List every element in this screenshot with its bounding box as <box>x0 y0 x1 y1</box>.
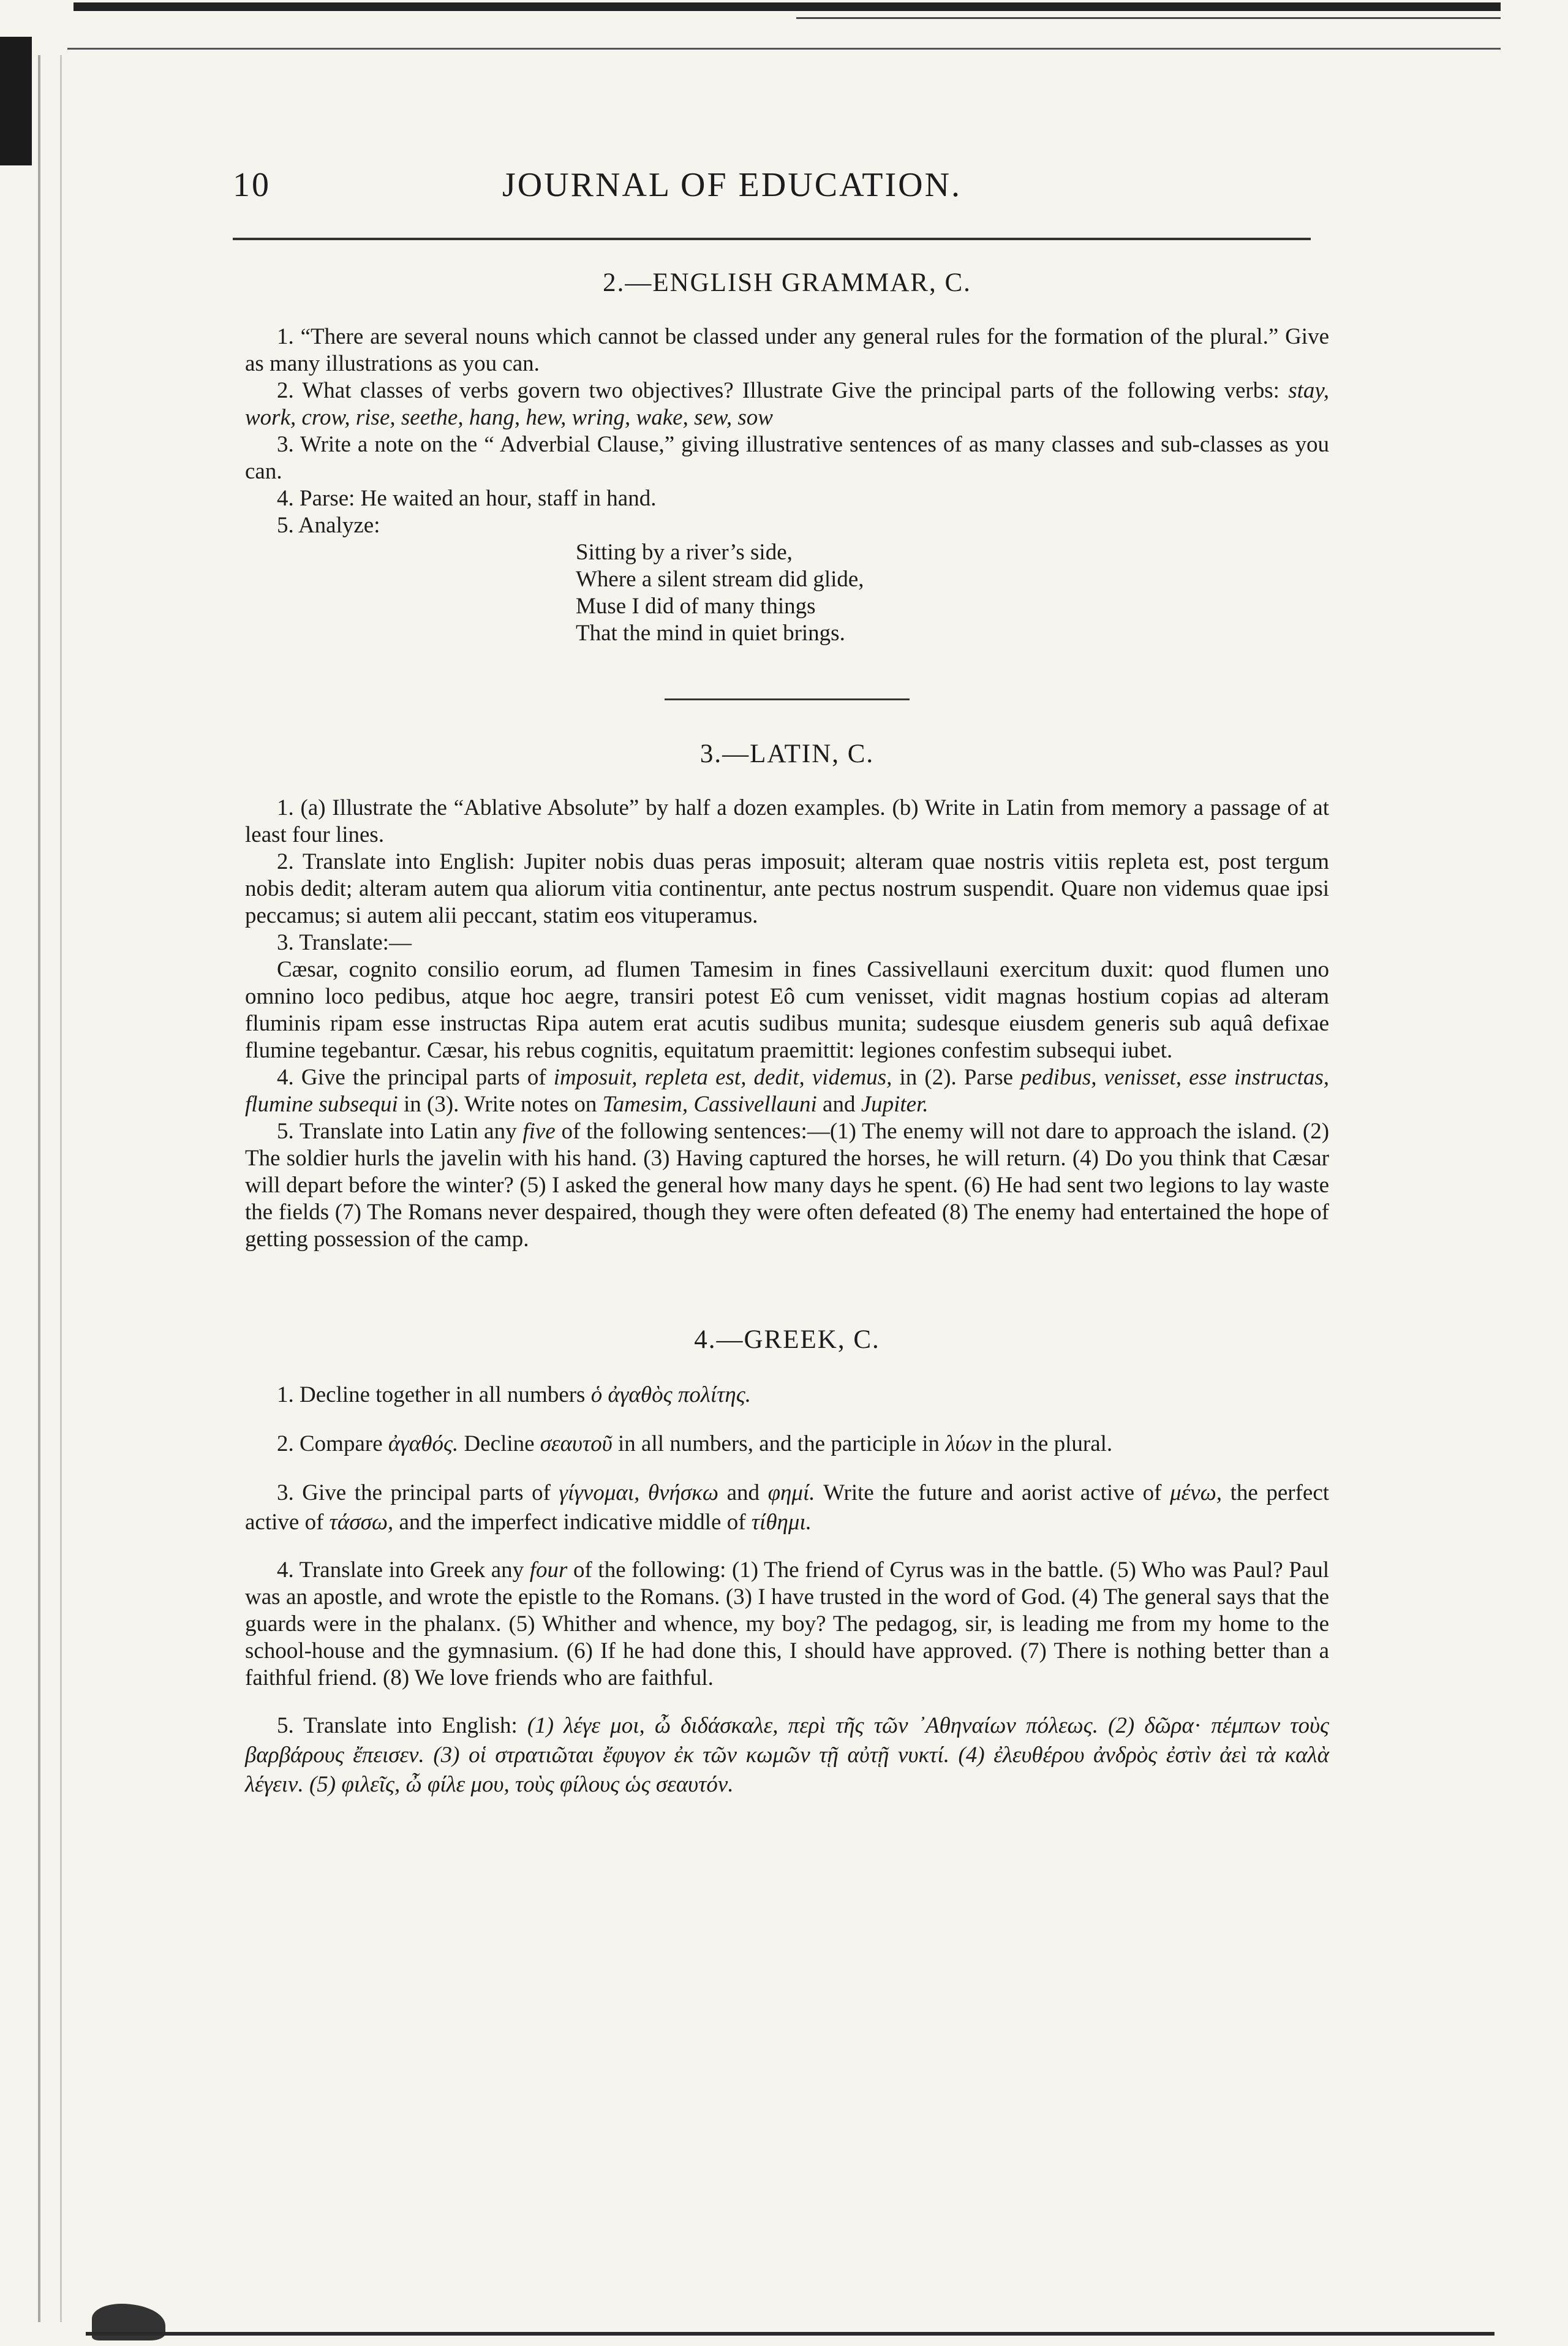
latin-passage: Cæsar, cognito consilio eorum, ad flumen Tamesim in fines Cassivellauni exercitum duxit: quod flumen uno omnino loco pedibus, atque hoc aegre, transiri potest Eô cum venisset, vidit magnas hostium copias ad alteram fluminis ripam esse instructas Ripa autem erat acutis sudibus munita; sudesque eiusdem generis sub aquâ defixae flumine tegebantur. Cæsar, his rebus cognitis, equitatum praemittit: legiones confestim subsequi iubet. <box>245 957 1329 1063</box>
italic-terms: pedibus, venisset, esse instructas, flumine subsequi <box>245 1065 1330 1117</box>
scan-artifact-top <box>74 2 1501 11</box>
greek-text: (1) λέγε μοι, ὦ διδάσκαλε, περὶ τῆς τῶν ᾿Αθηναίων πόλεως. (2) δῶρα· πέμπων τοὺς βαρβάρους ἔπεισεν. (3) οἱ στρατιῶται ἔφυγον ἐκ τῶν κωμῶν τῇ αὐτῇ νυκτί. (4) ἐλευθέρου ἀνδρὸς ἐστὶν ἀεὶ τὰ καλὰ λέγειν. (5) φιλεῖς, ὦ φίλε μου, τοὺς φίλους ὡς σεαυτόν. <box>245 1713 1330 1797</box>
section-latin <box>245 741 1329 1253</box>
question-2: 2. Translate into English: Jupiter nobis duas peras imposuit; alteram quae nostris vitiis repleta est, post tergum nobis dedit; alteram autem qua aliorum vitia continentur, ante pectus nostrum suspendit. Quare non videmus quae ipsi peccamus; si autem alii peccant, statim eos vituperamus. <box>245 849 1329 928</box>
question-5: 5. Analyze: <box>277 513 380 538</box>
scan-artifact-bottom <box>86 2332 1494 2336</box>
header-rule <box>233 238 1311 240</box>
question-5 <box>245 1118 1329 1253</box>
question-1: 1. (a) Illustrate the “Ablative Absolute” by half a dozen examples. (b) Write in Latin from memory a passage of at least four lines. <box>245 795 1329 847</box>
question-text: of the following: (1) The friend of Cyrus was in the battle. (5) Who was Paul? Paul was an apostle, and wrote the epistle to the Romans. (3) I have trusted in the word of God. (4) The general says that the guards were in the phalanx. (5) Whither and whence, my boy? The pedagog, sir, is leading me from my home to the school-house and the gymnasium. (6) If he had done this, I should have approved. (7) There is nothing better than a faithful friend. (8) We love friends who are faithful. <box>245 1557 1330 1690</box>
question-text: of the following sentences:—(1) The enemy will not dare to approach the island. (2) The soldier hurls the javelin with his hand. (3) Having captured the horses, he will return. (4) Do you think that Cæsar will depart before the winter? (5) I asked the general how many days he spent. (6) He had sent two legions to lay waste the fields (7) The Romans never despaired, though they were often defeated (8) The enemy had entertained the hope of getting possession of the camp. <box>245 1119 1330 1252</box>
page-content <box>245 270 1329 1819</box>
question-1 <box>245 1380 1329 1410</box>
question-4 <box>245 1064 1329 1118</box>
greek-text: τάσσω, <box>329 1510 394 1535</box>
page-number: 10 <box>233 166 271 204</box>
poem-line: Sitting by a river’s side, <box>576 540 793 565</box>
scan-artifact-line <box>796 17 1501 19</box>
section-title: 2.—ENGLISH GRAMMAR, C. <box>603 268 971 297</box>
greek-text: γίγνομαι, θνήσκω <box>559 1480 719 1505</box>
greek-text: λύων <box>945 1431 992 1456</box>
question-text: in the plural. <box>997 1431 1113 1456</box>
scan-artifact-line <box>67 48 1501 50</box>
italic-terms: imposuit, repleta est, dedit, videmus, <box>553 1065 892 1090</box>
question-3: 3. Write a note on the “ Adverbial Clause,” giving illustrative sentences of as many classes and sub-classes as you can. <box>245 432 1329 484</box>
question-text: 5. Translate into English: <box>277 1713 518 1738</box>
question-text: and <box>726 1480 760 1505</box>
italic-terms: Jupiter. <box>861 1092 929 1117</box>
question-1: 1. “There are several nouns which cannot be classed under any general rules for the formation of the plural.” Give as many illustrations as you can. <box>245 324 1329 376</box>
question-text: 2. Compare <box>277 1431 383 1456</box>
italic-terms: four <box>529 1557 568 1583</box>
journal-title: JOURNAL OF EDUCATION. <box>502 166 962 204</box>
question-text: 1. Decline together in all numbers <box>277 1382 586 1407</box>
question-2 <box>245 1429 1329 1459</box>
question-text: 5. Translate into Latin any <box>277 1119 517 1144</box>
greek-text: ὁ ἀγαθὸς πολίτης. <box>590 1382 752 1407</box>
verb-list: stay, work, crow, rise, seethe, hang, hew, wring, wake, sew, sow <box>245 378 1329 430</box>
greek-text: σεαυτοῦ <box>540 1431 612 1456</box>
poem-line: Muse I did of many things <box>576 594 816 619</box>
section-title: 3.—LATIN, C. <box>699 740 875 768</box>
running-header <box>233 165 1323 208</box>
question-text: and <box>823 1092 856 1117</box>
greek-text: φημί. <box>767 1480 815 1505</box>
question-text: and the imperfect indicative middle of <box>399 1510 746 1535</box>
question-text: 3. Give the principal parts of <box>277 1480 551 1505</box>
question-text: the perfect active of <box>245 1480 1330 1535</box>
section-english-grammar <box>245 270 1329 647</box>
question-text: Decline <box>464 1431 535 1456</box>
question-4: 4. Parse: He waited an hour, staff in hand. <box>277 486 657 511</box>
question-text: 4. Give the principal parts of <box>277 1065 546 1090</box>
greek-text: τίθημι. <box>751 1510 812 1535</box>
question-3: 3. Translate:— <box>277 930 412 955</box>
question-text: in (3). Write notes on <box>403 1092 597 1117</box>
question-3 <box>245 1478 1329 1537</box>
scan-artifact-binding <box>0 37 32 165</box>
question-4 <box>245 1557 1329 1692</box>
scan-artifact-edge <box>60 55 62 2322</box>
question-text: in all numbers, and the participle in <box>618 1431 940 1456</box>
italic-terms: Tamesim, Cassivellauni <box>602 1092 817 1117</box>
greek-text: μένω, <box>1170 1480 1223 1505</box>
question-text: 2. What classes of verbs govern two objectives? Illustrate Give the principal parts of the following verbs: <box>277 378 1280 403</box>
question-5 <box>245 1711 1329 1799</box>
question-text: 4. Translate into Greek any <box>277 1557 524 1583</box>
question-text: Write the future and aorist active of <box>823 1480 1162 1505</box>
italic-terms: five <box>522 1119 556 1144</box>
poem-line: Where a silent stream did glide, <box>576 567 864 592</box>
question-2 <box>245 377 1329 431</box>
section-title: 4.—GREEK, C. <box>694 1325 880 1354</box>
scan-artifact-edge <box>38 55 40 2322</box>
poem <box>576 539 1329 647</box>
greek-text: ἀγαθός. <box>388 1431 459 1456</box>
poem-line: That the mind in quiet brings. <box>576 621 845 646</box>
section-greek <box>245 1326 1329 1799</box>
question-text: in (2). Parse <box>899 1065 1014 1090</box>
